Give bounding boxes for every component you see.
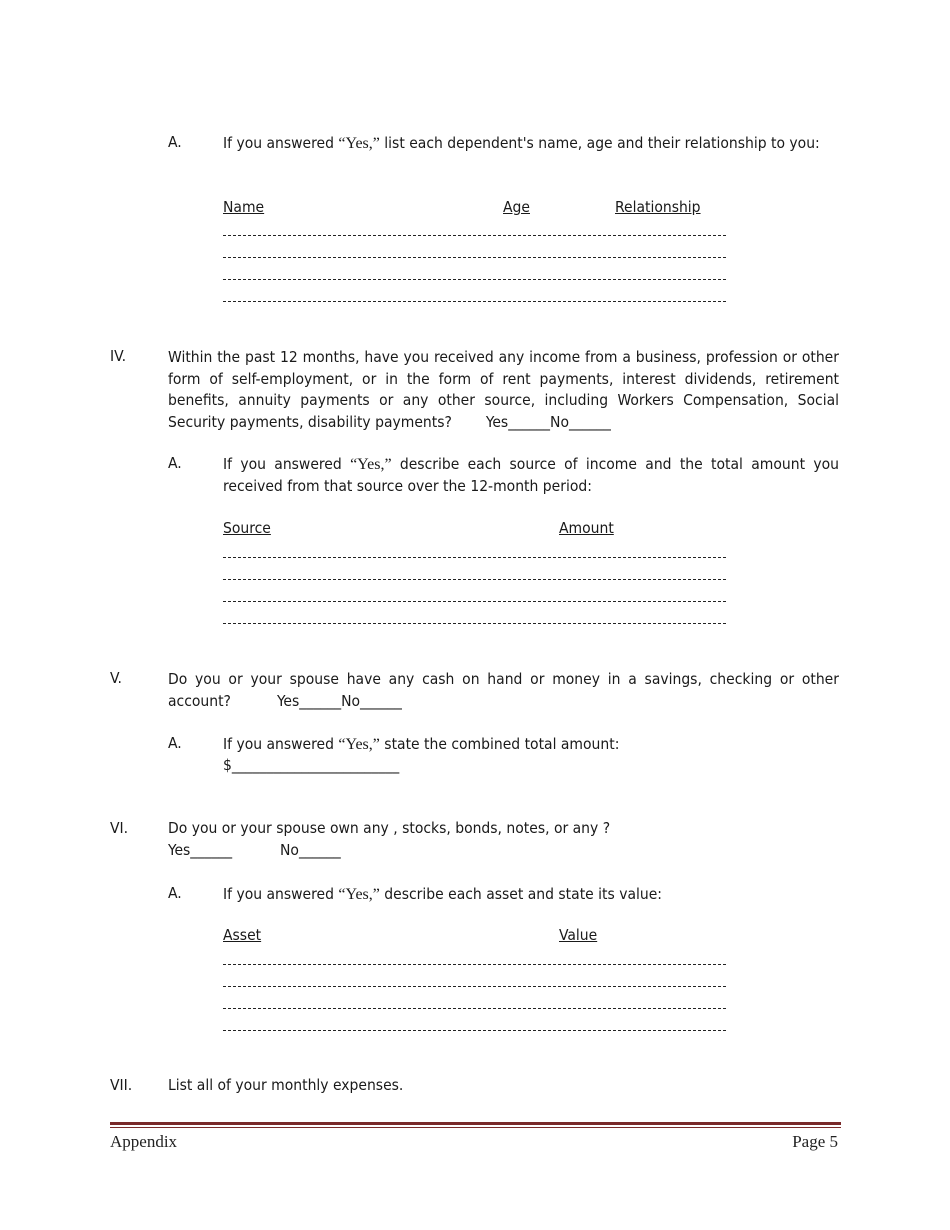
footer-left-label: Appendix xyxy=(110,1132,178,1151)
quoted-yes: “Yes,” xyxy=(350,456,392,473)
blank-line[interactable] xyxy=(223,257,726,258)
column-header-relationship: Relationship xyxy=(615,198,701,216)
blank-line[interactable] xyxy=(223,986,726,987)
section-numeral: IV. xyxy=(110,347,127,365)
footer-rule-thin xyxy=(110,1127,841,1128)
blank-line[interactable] xyxy=(223,601,726,602)
question-text: If you answered “Yes,” state the combined total amount: xyxy=(223,735,620,753)
quoted-yes: “Yes,” xyxy=(338,736,380,753)
question-text: If you answered “Yes,” list each dependent's name, age and their relationship to you: xyxy=(223,134,820,152)
question-text: Do you or your spouse own any , stocks, bonds, notes, or any ? xyxy=(168,819,611,837)
yes-blank[interactable]: Yes______ xyxy=(168,841,233,859)
item-letter: A. xyxy=(168,454,182,472)
blank-line[interactable] xyxy=(223,279,726,280)
quoted-yes: “Yes,” xyxy=(338,135,380,152)
blank-line[interactable] xyxy=(223,623,726,624)
question-text: If you answered “Yes,” describe each asset and state its value: xyxy=(223,885,662,903)
item-letter: A. xyxy=(168,734,182,752)
no-blank[interactable]: No______ xyxy=(280,841,341,859)
item-letter: A. xyxy=(168,884,182,902)
footer-rule-thick xyxy=(110,1122,841,1125)
section-numeral: V. xyxy=(110,669,122,687)
column-header-name: Name xyxy=(223,198,265,216)
column-header-age: Age xyxy=(503,198,530,216)
blank-line[interactable] xyxy=(223,557,726,558)
column-header-source: Source xyxy=(223,519,271,537)
question-text: Do you or your spouse have any cash on hand or money in a savings, checking or other account? Yes______No______ xyxy=(168,670,839,710)
column-header-value: Value xyxy=(559,926,598,944)
question-text: Within the past 12 months, have you received any income from a business, profession or other form of self-employment, or in the form of rent payments, interest dividends, retirement benefits, annuity payments or any other source, including Workers Compensation, Social Security payments, disability payments? Yes______No______ xyxy=(168,348,839,431)
blank-line[interactable] xyxy=(223,235,726,236)
blank-line[interactable] xyxy=(223,1030,726,1031)
column-header-amount: Amount xyxy=(559,519,614,537)
blank-line[interactable] xyxy=(223,964,726,965)
blank-line[interactable] xyxy=(223,579,726,580)
blank-line[interactable] xyxy=(223,301,726,302)
item-letter: A. xyxy=(168,133,182,151)
page-number: Page 5 xyxy=(792,1132,838,1151)
section-numeral: VII. xyxy=(110,1076,133,1094)
yes-no-blanks[interactable]: Yes______No______ xyxy=(276,691,402,710)
amount-blank[interactable]: $________________________ xyxy=(223,756,400,774)
quoted-yes: “Yes,” xyxy=(338,886,380,903)
yes-no-blanks[interactable]: Yes______No______ xyxy=(485,412,611,431)
column-header-asset: Asset xyxy=(223,926,262,944)
question-text: List all of your monthly expenses. xyxy=(168,1076,404,1094)
section-numeral: VI. xyxy=(110,819,129,837)
question-text: If you answered “Yes,” describe each source of income and the total amount you received from that source over the 12-month period: xyxy=(223,455,839,495)
blank-line[interactable] xyxy=(223,1008,726,1009)
